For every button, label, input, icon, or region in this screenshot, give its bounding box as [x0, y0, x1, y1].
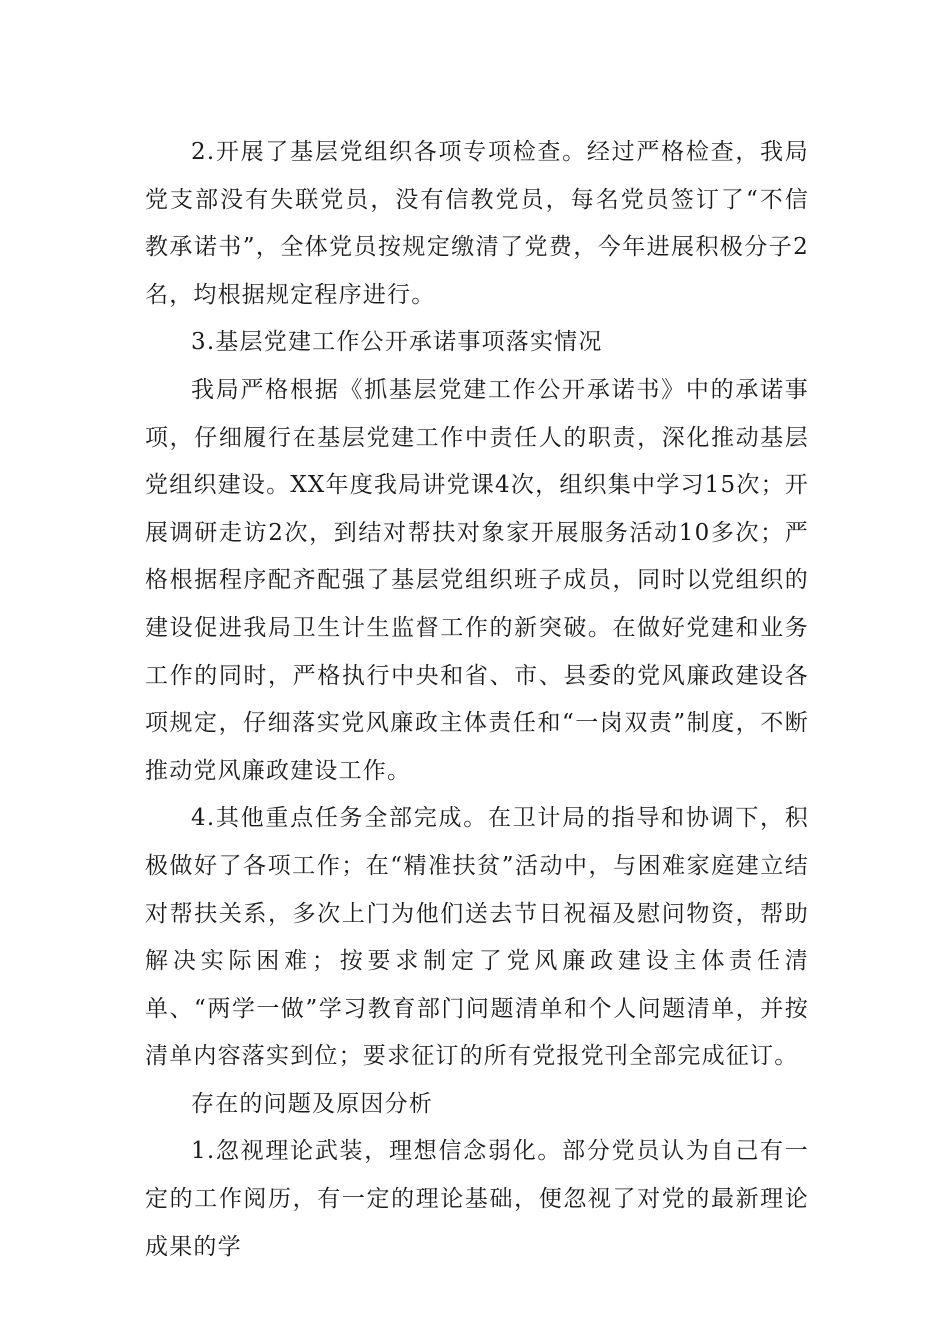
heading-commitment-implementation: 3.基层党建工作公开承诺事项落实情况	[191, 329, 603, 356]
document-body	[145, 129, 809, 1271]
paragraph-party-inspection: 2.开展了基层党组织各项专项检查。经过严格检查，我局党支部没有失联党员，没有信教党员，每名党员签订了“不信教承诺书”，全体党员按规定缴清了党费，今年进展积极分子2名，均根据规定程序进行。	[145, 139, 809, 308]
heading-problems-analysis: 存在的问题及原因分析	[191, 1090, 433, 1117]
paragraph-theory-neglect: 1.忽视理论武装，理想信念弱化。部分党员认为自己有一定的工作阅历，有一定的理论基础，便忽视了对党的最新理论成果的学	[145, 1138, 809, 1260]
paragraph-other-key-tasks: 4.其他重点任务全部完成。在卫计局的指导和协调下，积极做好了各项工作；在“精准扶贫”活动中，与困难家庭建立结对帮扶关系，多次上门为他们送去节日祝福及慰问物资，帮助解决实际困难；按要求制定了党风廉政建设主体责任清单、“两学一做”学习教育部门问题清单和个人问题清单，并按清单内容落实到位；要求征订的所有党报党刊全部完成征订。	[145, 805, 809, 1070]
paragraph-commitment-details: 我局严格根据《抓基层党建工作公开承诺书》中的承诺事项，仔细履行在基层党建工作中责任人的职责，深化推动基层党组织建设。XX年度我局讲党课4次，组织集中学习15次；开展调研走访2次，到结对帮扶对象家开展服务活动10多次；严格根据程序配齐配强了基层党组织班子成员，同时以党组织的建设促进我局卫生计生监督工作的新突破。在做好党建和业务工作的同时，严格执行中央和省、市、县委的党风廉政建设各项规定，仔细落实党风廉政主体责任和“一岗双责”制度，不断推动党风廉政建设工作。	[145, 376, 809, 784]
